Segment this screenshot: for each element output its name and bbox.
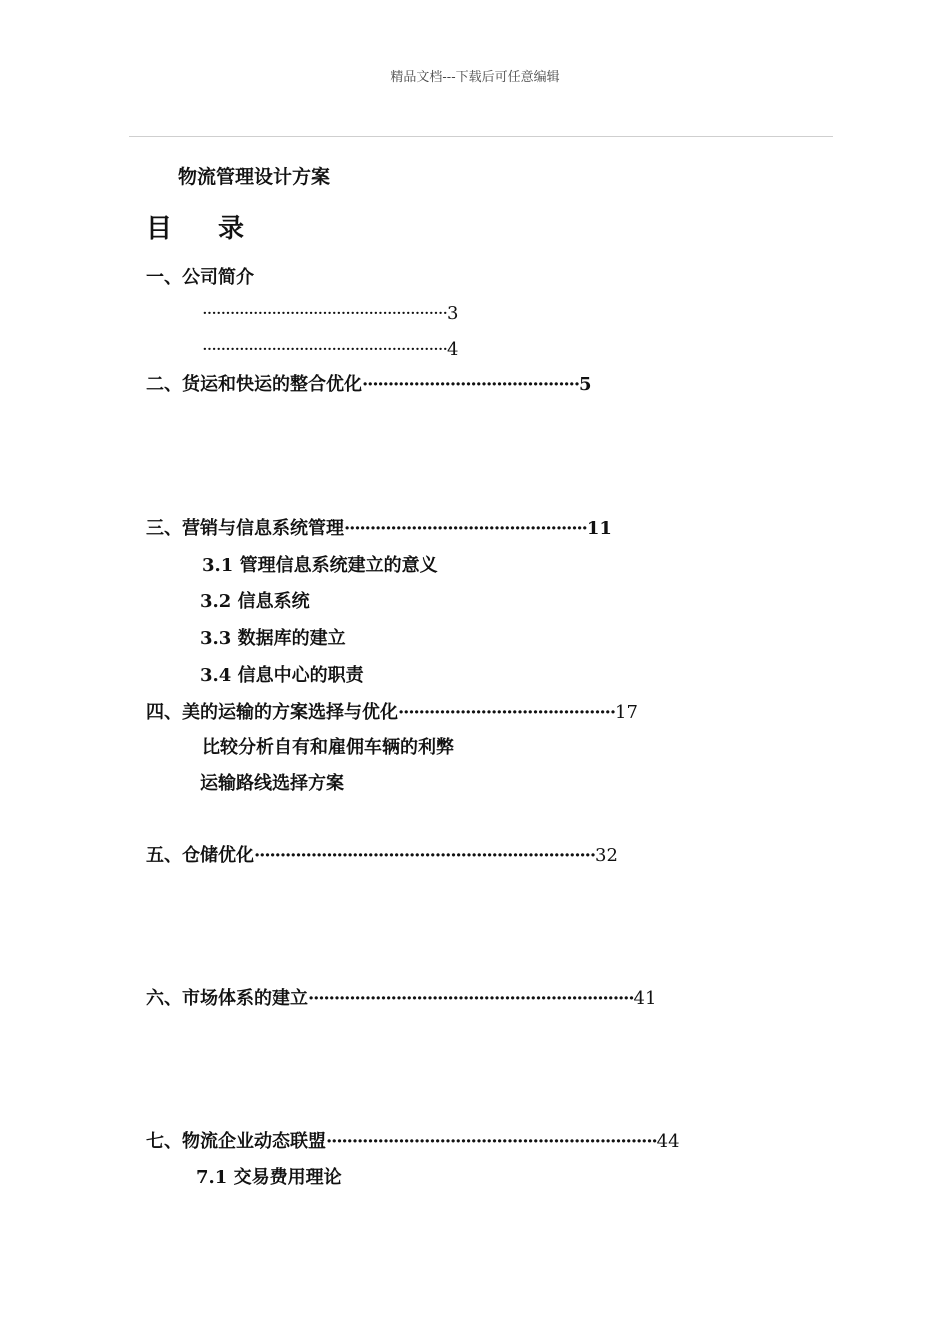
header-divider — [129, 136, 833, 137]
toc-leader-dots: ·································································· — [254, 845, 595, 866]
toc-entry-label: 比较分析自有和雇佣车辆的利弊 — [202, 737, 454, 758]
toc-entry-4-b[interactable] — [200, 773, 344, 795]
page-header-note: 精品文档---下载后可任意编辑 — [390, 70, 560, 85]
toc-entry-1-line-2[interactable] — [202, 339, 458, 361]
toc-page-number: 44 — [656, 1131, 680, 1152]
toc-page-number: 17 — [615, 702, 638, 723]
toc-entry-label: 信息中心的职责 — [237, 665, 364, 686]
toc-entry-label: 数据库的建立 — [237, 628, 346, 649]
toc-entry-label: 二、货运和快运的整合优化 — [146, 374, 362, 395]
toc-entry-label: 七、物流企业动态联盟 — [146, 1131, 326, 1152]
toc-entry-label: 五、仓储优化 — [146, 845, 254, 866]
toc-entry-number: 3.3 — [200, 628, 232, 649]
toc-page-number: 32 — [595, 845, 618, 866]
toc-page-number: 5 — [579, 374, 592, 395]
toc-page-number: 41 — [633, 988, 657, 1009]
toc-entry-3-3[interactable] — [200, 628, 346, 650]
toc-heading-char-2: 录 — [218, 214, 245, 244]
toc-leader-dots: ·········································· — [362, 374, 579, 395]
toc-entry-3-2[interactable] — [200, 591, 310, 613]
toc-entry-number: 3.4 — [200, 665, 232, 686]
toc-page-number: 3 — [446, 303, 459, 324]
toc-page-number: 11 — [586, 518, 612, 539]
toc-entry-2[interactable] — [146, 374, 592, 396]
toc-leader-dots: ································································ — [326, 1131, 657, 1152]
toc-entry-6[interactable] — [146, 988, 656, 1010]
toc-entry-label: 六、市场体系的建立 — [146, 988, 308, 1009]
toc-entry-4[interactable] — [146, 702, 638, 724]
toc-leader-dots: ··············································· — [344, 518, 587, 539]
toc-entry-label: 信息系统 — [237, 591, 310, 612]
toc-entry-7-1[interactable] — [196, 1167, 342, 1189]
toc-leader-dots: ·········································· — [398, 702, 615, 723]
toc-heading — [146, 208, 244, 245]
document-title: 物流管理设计方案 — [178, 166, 331, 188]
toc-entry-label: 三、营销与信息系统管理 — [146, 518, 344, 539]
toc-heading-char-1: 目 — [146, 214, 173, 244]
toc-page-number: 4 — [446, 339, 459, 360]
toc-entry-label: 四、美的运输的方案选择与优化 — [146, 702, 398, 723]
toc-entry-3-4[interactable] — [200, 665, 364, 687]
toc-entry-3-1[interactable] — [202, 555, 438, 577]
toc-leader-dots: ····················································· — [202, 339, 447, 360]
toc-entry-4-a[interactable] — [202, 737, 454, 759]
toc-entry-7[interactable] — [146, 1131, 680, 1153]
toc-entry-3[interactable] — [146, 518, 612, 540]
toc-entry-label: 一、公司简介 — [146, 267, 254, 288]
toc-entry-label: 运输路线选择方案 — [200, 773, 344, 794]
toc-entry-number: 3.2 — [200, 591, 232, 612]
toc-entry-1[interactable] — [146, 267, 254, 289]
toc-entry-number: 7.1 — [196, 1167, 228, 1188]
toc-entry-5[interactable] — [146, 845, 618, 867]
toc-entry-1-line-1[interactable] — [202, 303, 458, 325]
toc-entry-label: 交易费用理论 — [233, 1167, 342, 1188]
toc-leader-dots: ······························································· — [308, 988, 634, 1009]
toc-entry-number: 3.1 — [202, 555, 234, 576]
toc-entry-label: 管理信息系统建立的意义 — [239, 555, 438, 576]
toc-leader-dots: ····················································· — [202, 303, 447, 324]
